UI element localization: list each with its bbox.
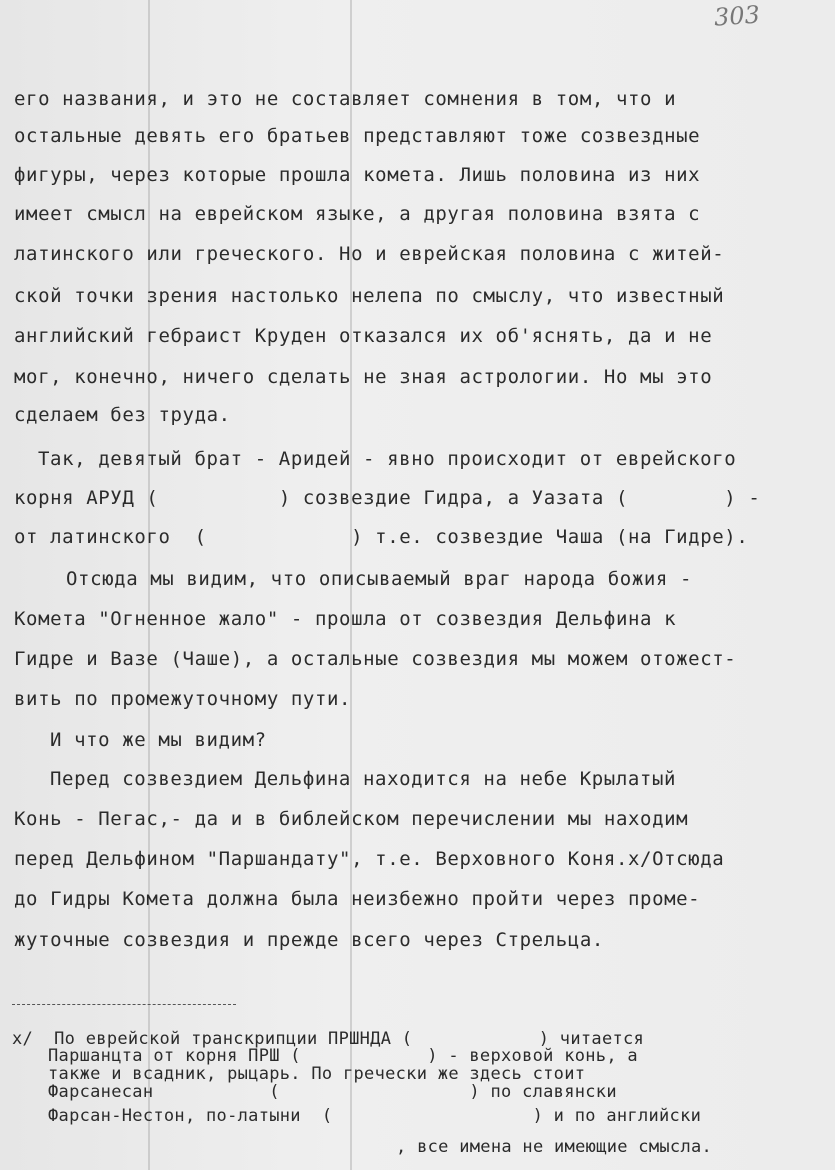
footnote-line: также и всадник, рыцарь. По гречески же здесь стоит <box>48 1064 586 1084</box>
body-line: мог, конечно, ничего сделать не зная астрологии. Но мы это <box>14 366 713 388</box>
footnote-separator <box>12 1004 236 1005</box>
body-line: имеет смысл на еврейском языке, а другая половина взята с <box>14 203 701 225</box>
body-line: до Гидры Комета должна была неизбежно пройти через проме- <box>14 888 701 910</box>
body-line: от латинского ( ) т.е. созвездие Чаша (на Гидре). <box>14 526 749 548</box>
body-line: И что же мы видим? <box>50 729 267 751</box>
footnote-line: Фарсан-Нестон, по-латыни ( ) и по английски <box>48 1106 702 1126</box>
body-line: фигуры, через которые прошла комета. Лишь половина из них <box>14 164 701 186</box>
footnote-line: Фарсанесан ( ) по славянски <box>48 1082 617 1102</box>
body-line: Перед созвездием Дельфина находится на небе Крылатый <box>50 768 677 790</box>
footnote-line: x/ По еврейской транскрипции ПРШНДА ( ) читается <box>12 1029 645 1049</box>
body-line: сделаем без труда. <box>14 404 231 426</box>
body-line: Гидре и Вазе (Чаше), а остальные созвездия мы можем отожест- <box>14 648 737 670</box>
body-line: ской точки зрения настолько нелепа по смыслу, что известный <box>14 285 725 307</box>
body-line: Так, девятый брат - Аридей - явно происходит от еврейского <box>38 448 737 470</box>
handwritten-page-number: 303 <box>713 0 761 32</box>
body-line: его названия, и это не составляет сомнения в том, что и <box>14 88 677 110</box>
body-line: Комета "Огненное жало" - прошла от созвездия Дельфина к <box>14 608 677 630</box>
body-line: перед Дельфином "Паршандату", т.е. Верховного Коня.x/Отсюда <box>14 848 725 870</box>
body-line: Конь - Пегас,- да и в библейском перечислении мы находим <box>14 808 689 830</box>
body-line: остальные девять его братьев представляют тоже созвездные <box>14 125 701 147</box>
body-line: вить по промежуточному пути. <box>14 688 352 710</box>
footnote-line: Паршанцта от корня ПРШ ( ) - верховой конь, а <box>48 1046 638 1066</box>
body-line: корня АРУД ( ) созвездие Гидра, а Уазата ( ) - <box>14 487 761 509</box>
body-line: английский гебраист Круден отказался их об'яснять, да и не <box>14 325 713 347</box>
body-line: латинского или греческого. Но и еврейская половина с житей- <box>14 243 725 265</box>
footnote-line: , все имена не имеющие смысла. <box>396 1137 713 1157</box>
body-line: Отсюда мы видим, что описываемый враг народа божия - <box>66 568 693 590</box>
body-line: жуточные созвездия и прежде всего через Стрельца. <box>14 929 604 951</box>
